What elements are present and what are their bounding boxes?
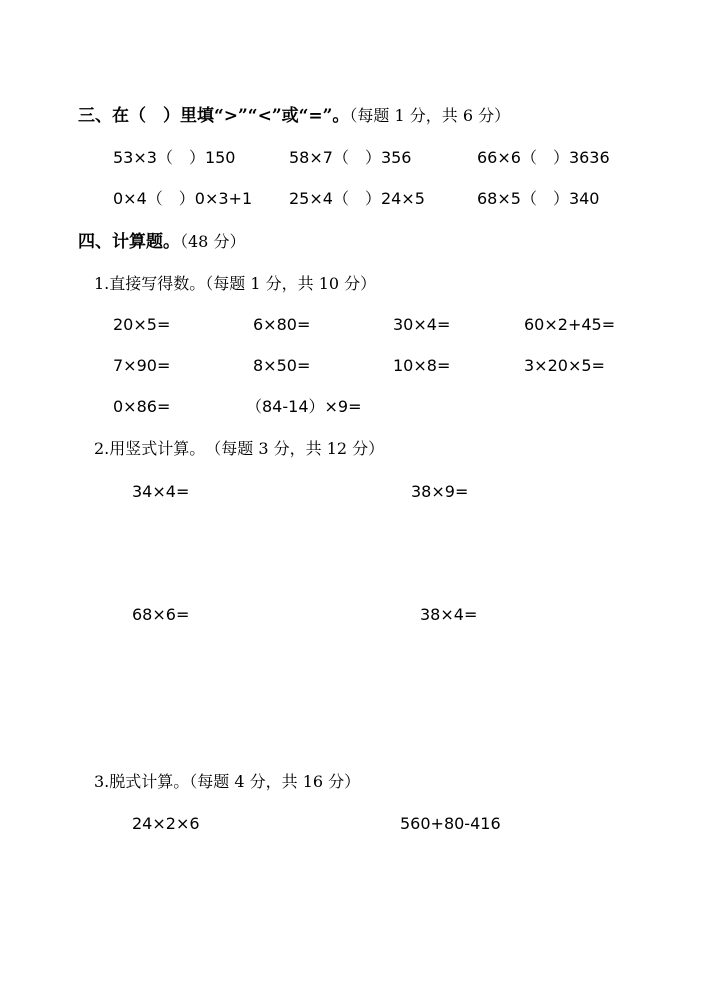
section3-title: 三、在（ ）里填“>”“<”或“=”。 [78, 106, 350, 126]
vertical-item-2: 38×9= [411, 482, 469, 501]
compare-item-1: 53×3（ ）150 [113, 148, 236, 167]
mental-item-7: 10×8= [393, 356, 451, 375]
mental-item-9: 0×86= [113, 397, 171, 416]
mental-item-1: 20×5= [113, 315, 171, 334]
compare-item-2: 58×7（ ）356 [289, 148, 412, 167]
mental-item-8: 3×20×5= [524, 356, 605, 375]
mental-item-4: 60×2+45= [524, 315, 616, 334]
vertical-item-4: 38×4= [420, 605, 478, 624]
mental-item-5: 7×90= [113, 356, 171, 375]
compare-item-4: 0×4（ ）0×3+1 [113, 189, 253, 208]
section4-note: （48 分） [180, 232, 246, 251]
part1-title: 1.直接写得数。（每题 1 分，共 10 分） [94, 274, 377, 293]
stepwise-item-2: 560+80-416 [400, 814, 501, 833]
section4-heading [78, 232, 245, 252]
part3-title: 3.脱式计算。（每题 4 分，共 16 分） [94, 772, 361, 791]
mental-item-2: 6×80= [253, 315, 311, 334]
part2-title: 2.用竖式计算。 （每题 3 分，共 12 分） [94, 439, 385, 458]
section3-note: （每题 1 分，共 6 分） [349, 106, 511, 125]
mental-item-6: 8×50= [253, 356, 311, 375]
section3-heading [78, 106, 510, 126]
mental-item-10: （84-14）×9= [246, 397, 362, 416]
compare-item-3: 66×6（ ）3636 [477, 148, 610, 167]
compare-item-6: 68×5（ ）340 [477, 189, 600, 208]
vertical-item-3: 68×6= [132, 605, 190, 624]
stepwise-item-1: 24×2×6 [132, 814, 200, 833]
compare-item-5: 25×4（ ）24×5 [289, 189, 425, 208]
mental-item-3: 30×4= [393, 315, 451, 334]
section4-title: 四、计算题。 [78, 232, 180, 252]
vertical-item-1: 34×4= [132, 482, 190, 501]
